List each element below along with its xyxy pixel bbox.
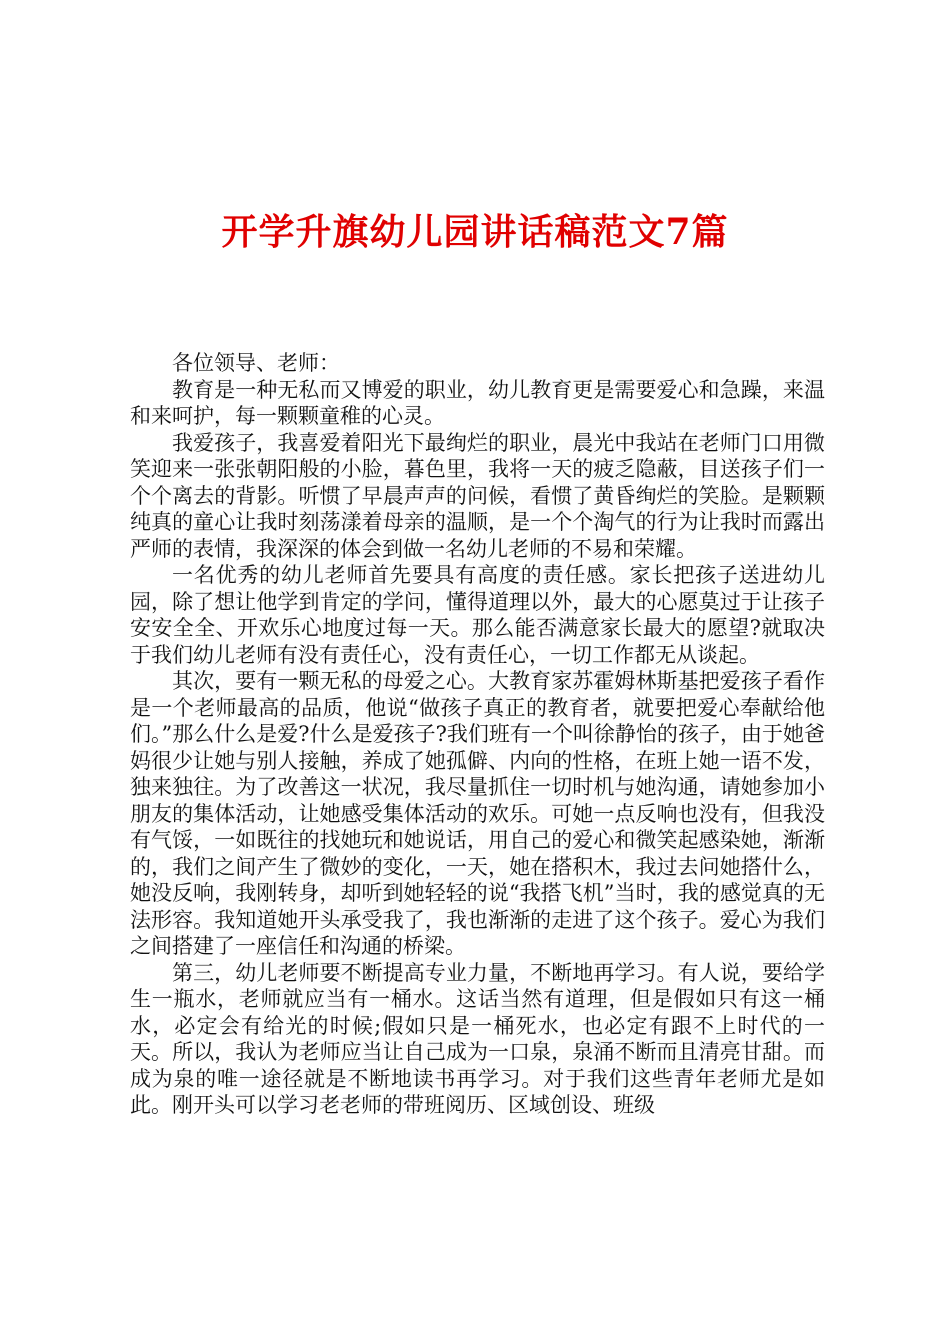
body-paragraph: 我爱孩子，我喜爱着阳光下最绚烂的职业，晨光中我站在老师门口用微笑迎来一张张朝阳般的小脸，暮色里，我将一天的疲乏隐蔽，目送孩子们一个个离去的背影。听惯了早晨声声的问候，看惯了黄昏绚烂的笑脸。是颗颗纯真的童心让我时刻荡漾着母亲的温顺，是一个个淘气的行为让我时而露出严师的表情，我深深的体会到做一名幼儿老师的不易和荣耀。 bbox=[130, 430, 825, 561]
body-paragraph: 其次，要有一颗无私的母爱之心。大教育家苏霍姆林斯基把爱孩子看作是一个老师最高的品质，他说“做孩子真正的教育者，就要把爱心奉献给他们。”那么什么是爱?什么是爱孩子?我们班有一个叫徐静怡的孩子，由于她爸妈很少让她与别人接触，养成了她孤僻、内向的性格，在班上她一语不发，独来独往。为了改善这一状况，我尽量抓住一切时机与她沟通，请她参加小朋友的集体活动，让她感受集体活动的欢乐。可她一点反响也没有，但我没有气馁，一如既往的找她玩和她说话，用自己的爱心和微笑起感染她，渐渐的，我们之间产生了微妙的变化，一天，她在搭积木，我过去问她搭什么，她没反响，我刚转身，却听到她轻轻的说“我搭飞机”当时，我的感觉真的无法形容。我知道她开头承受我了，我也渐渐的走进了这个孩子。爱心为我们之间搭建了一座信任和沟通的桥梁。 bbox=[130, 669, 825, 958]
document-title: 开学升旗幼儿园讲话稿范文7篇 bbox=[221, 211, 729, 253]
document-body bbox=[130, 350, 825, 1119]
salutation-paragraph: 各位领导、老师： bbox=[172, 351, 340, 375]
body-paragraph: 一名优秀的幼儿老师首先要具有高度的责任感。家长把孩子送进幼儿园，除了想让他学到肯定的学问，懂得道理以外，最大的心愿莫过于让孩子安安全全、开欢乐心地度过每一天。那么能否满意家长最大的愿望?就取决于我们幼儿老师有没有责任心，没有责任心，一切工作都无从谈起。 bbox=[130, 563, 825, 667]
body-paragraph: 教育是一种无私而又博爱的职业，幼儿教育更是需要爱心和急躁，来温和来呵护，每一颗颗童稚的心灵。 bbox=[130, 377, 825, 428]
body-paragraph: 第三，幼儿老师要不断提高专业力量，不断地再学习。有人说，要给学生一瓶水，老师就应当有一桶水。这话当然有道理，但是假如只有这一桶水，必定会有给光的时候;假如只是一桶死水，也必定有跟不上时代的一天。所以，我认为老师应当让自己成为一口泉，泉涌不断而且清亮甘甜。而成为泉的唯一途径就是不断地读书再学习。对于我们这些青年老师尤是如此。刚开头可以学习老老师的带班阅历、区域创设、班级 bbox=[130, 960, 825, 1117]
